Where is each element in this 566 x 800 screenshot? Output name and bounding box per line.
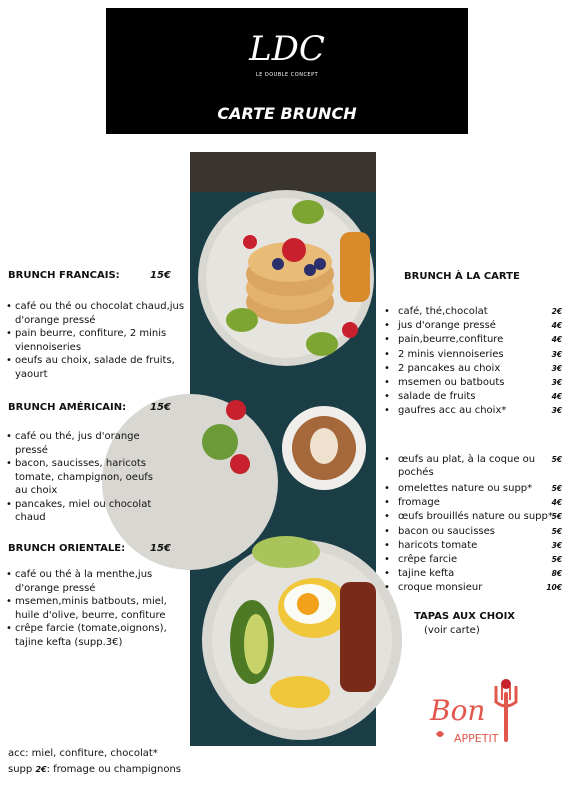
page-title: CARTE BRUNCH	[217, 104, 357, 123]
tapas-title: TAPAS AUX CHOIX	[414, 611, 516, 622]
svg-text:Bon: Bon	[430, 694, 486, 727]
brunch-francais-title: BRUNCH FRANCAIS:	[8, 270, 120, 281]
brunch-americain-price: 15€	[150, 402, 171, 413]
brunch-francais-items	[6, 300, 188, 381]
list-item: • oeufs au choix, salade de fruits, yaourt	[6, 354, 188, 381]
logo-subtitle: LE DOUBLE CONCEPT	[255, 72, 319, 78]
footnote-supp: supp 2€: fromage ou champignons	[8, 764, 182, 775]
list-item: • café ou thé, jus d'orange pressé	[6, 430, 166, 457]
svg-text:APPETIT: APPETIT	[454, 732, 499, 745]
list-item: • pain beurre, confiture, 2 minis viennoiseries	[6, 327, 188, 354]
brunch-orientale-title: BRUNCH ORIENTALE:	[8, 543, 126, 554]
list-item: • pancakes, miel ou chocolat chaud	[6, 498, 166, 525]
brunch-orientale-items	[6, 568, 190, 649]
list-item: • crêpe farcie (tomate,oignons), tajine kefta (supp.3€)	[6, 622, 190, 649]
bon-appetit-logo	[428, 676, 528, 752]
ldc-logo	[249, 20, 325, 72]
svg-text:LDC: LDC	[249, 29, 325, 69]
brunch-francais-price: 15€	[150, 270, 171, 281]
tapas-subtitle: (voir carte)	[424, 625, 480, 636]
footnote-acc: acc: miel, confiture, chocolat*	[8, 748, 158, 759]
header-banner	[106, 8, 468, 134]
brunch-orientale-price: 15€	[150, 543, 171, 554]
brunch-food-photo	[190, 152, 376, 746]
fork-icon	[496, 679, 516, 742]
brunch-americain-title: BRUNCH AMÉRICAIN:	[8, 402, 127, 413]
brunch-americain-items	[6, 430, 166, 525]
list-item: • café ou thé à la menthe,jus d'orange pressé	[6, 568, 190, 595]
list-item: • bacon, saucisses, haricots tomate, champignon, oeufs au choix	[6, 457, 166, 498]
list-item: • msemen,minis batbouts, miel, huile d'olive, beurre, confiture	[6, 595, 190, 622]
brunch-a-la-carte-title: BRUNCH À LA CARTE	[404, 271, 520, 282]
list-item: • café ou thé ou chocolat chaud,jus d'orange pressé	[6, 300, 188, 327]
